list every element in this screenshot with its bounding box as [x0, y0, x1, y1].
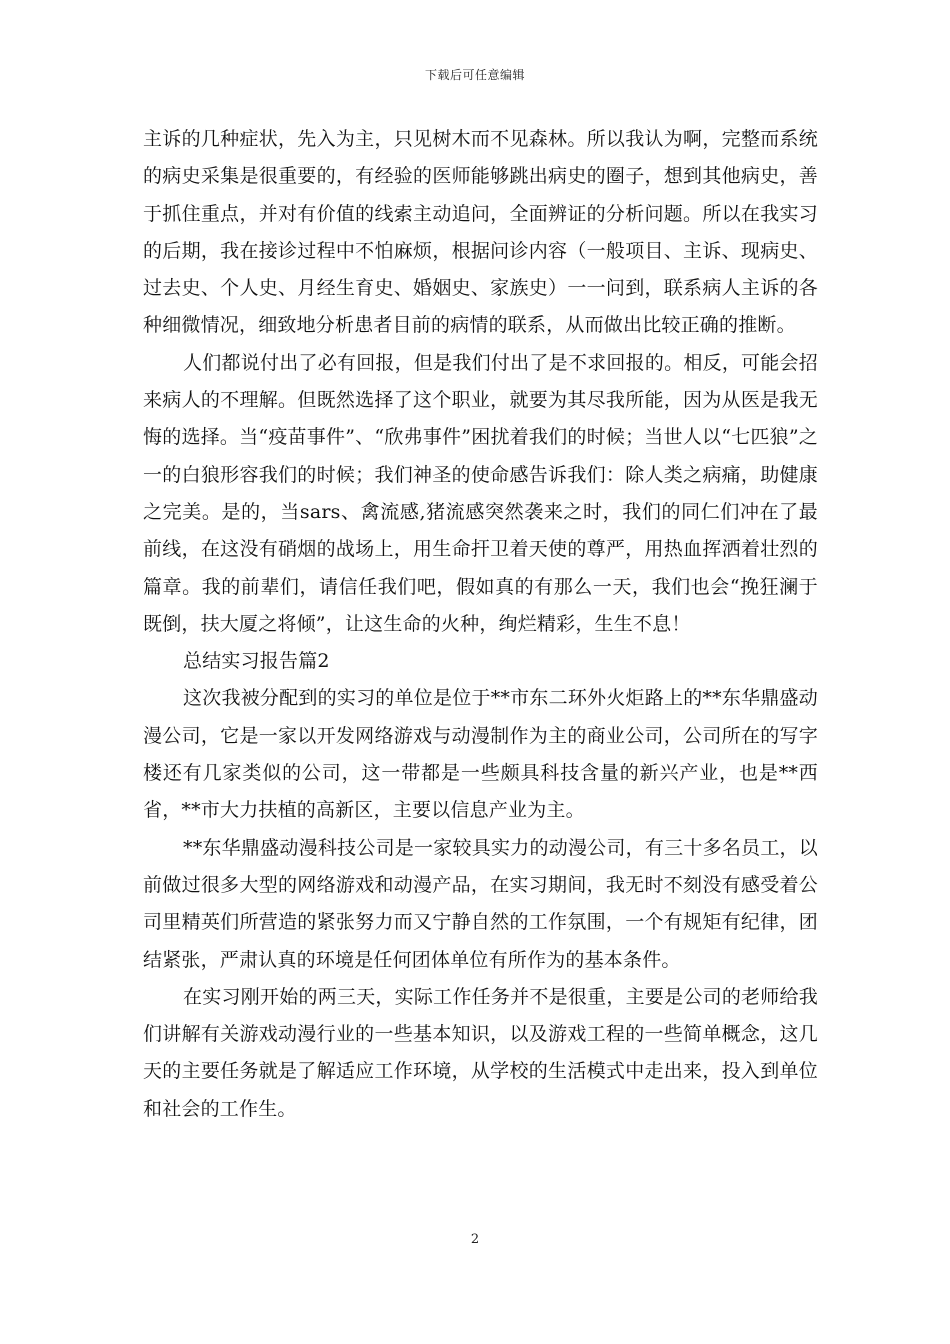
paragraph-reward: 人们都说付出了必有回报，但是我们付出了是不求回报的。相反，可能会招来病人的不理解。但既然选择了这个职业，就要为其尽我所能，因为从医是我无悔的选择。当“疫苗事件”、“欣弗事件”困扰着我们的时候；当世人以“七匹狼”之一的白狼形容我们的时候；我们神圣的使命感告诉我们：除人类之病痛，助健康之完美。是的，当sars、禽流感,猪流感突然袭来之时，我们的同仁们冲在了最前线，在这没有硝烟的战场上，用生命扞卫着天使的尊严，用热血挥洒着壮烈的篇章。我的前辈们，请信任我们吧，假如真的有那么一天，我们也会“挽狂澜于既倒，扶大厦之将倾”，让这生命的火种，绚烂精彩，生生不息！: [143, 351, 818, 635]
page-number: 2: [470, 1232, 480, 1247]
paragraph-continuation: 主诉的几种症状，先入为主，只见树木而不见森林。所以我认为啊，完整而系统的病史采集是很重要的，有经验的医师能够跳出病史的圈子，想到其他病史，善于抓住重点，并对有价值的线索主动追问，全面辨证的分析问题。所以在我实习的后期，我在接诊过程中不怕麻烦，根据问诊内容（一般项目、主诉、现病史、过去史、个人史、月经生育史、婚姻史、家族史）一一问到，联系病人主诉的各种细微情况，细致地分析患者目前的病情的联系，从而做出比较正确的推断。: [143, 128, 818, 337]
section-heading: 总结实习报告篇2: [183, 650, 330, 673]
page-header: 下载后可任意编辑: [424, 68, 525, 82]
paragraph-company-intro: **东华鼎盛动漫科技公司是一家较具实力的动漫公司，有三十多名员工，以前做过很多大型的网络游戏和动漫产品，在实习期间，我无时不刻没有感受着公司里精英们所营造的紧张努力而又宁静自然的工作氛围，一个有规矩有纪律，团结紧张，严肃认真的环境是任何团体单位有所作为的基本条件。: [143, 836, 818, 971]
paragraph-first-days: 在实习刚开始的两三天，实际工作任务并不是很重，主要是公司的老师给我们讲解有关游戏动漫行业的一些基本知识，以及游戏工程的一些简单概念，这几天的主要任务就是了解适应工作环境，从学校的生活模式中走出来，投入到单位和社会的工作生。: [143, 985, 818, 1120]
paragraph-internship-unit: 这次我被分配到的实习的单位是位于**市东二环外火炬路上的**东华鼎盛动漫公司，它是一家以开发网络游戏与动漫制作为主的商业公司，公司所在的写字楼还有几家类似的公司，这一带都是一些颇具科技含量的新兴产业，也是**西省，**市大力扶植的高新区，主要以信息产业为主。: [143, 687, 818, 822]
document-body: [143, 121, 818, 1128]
